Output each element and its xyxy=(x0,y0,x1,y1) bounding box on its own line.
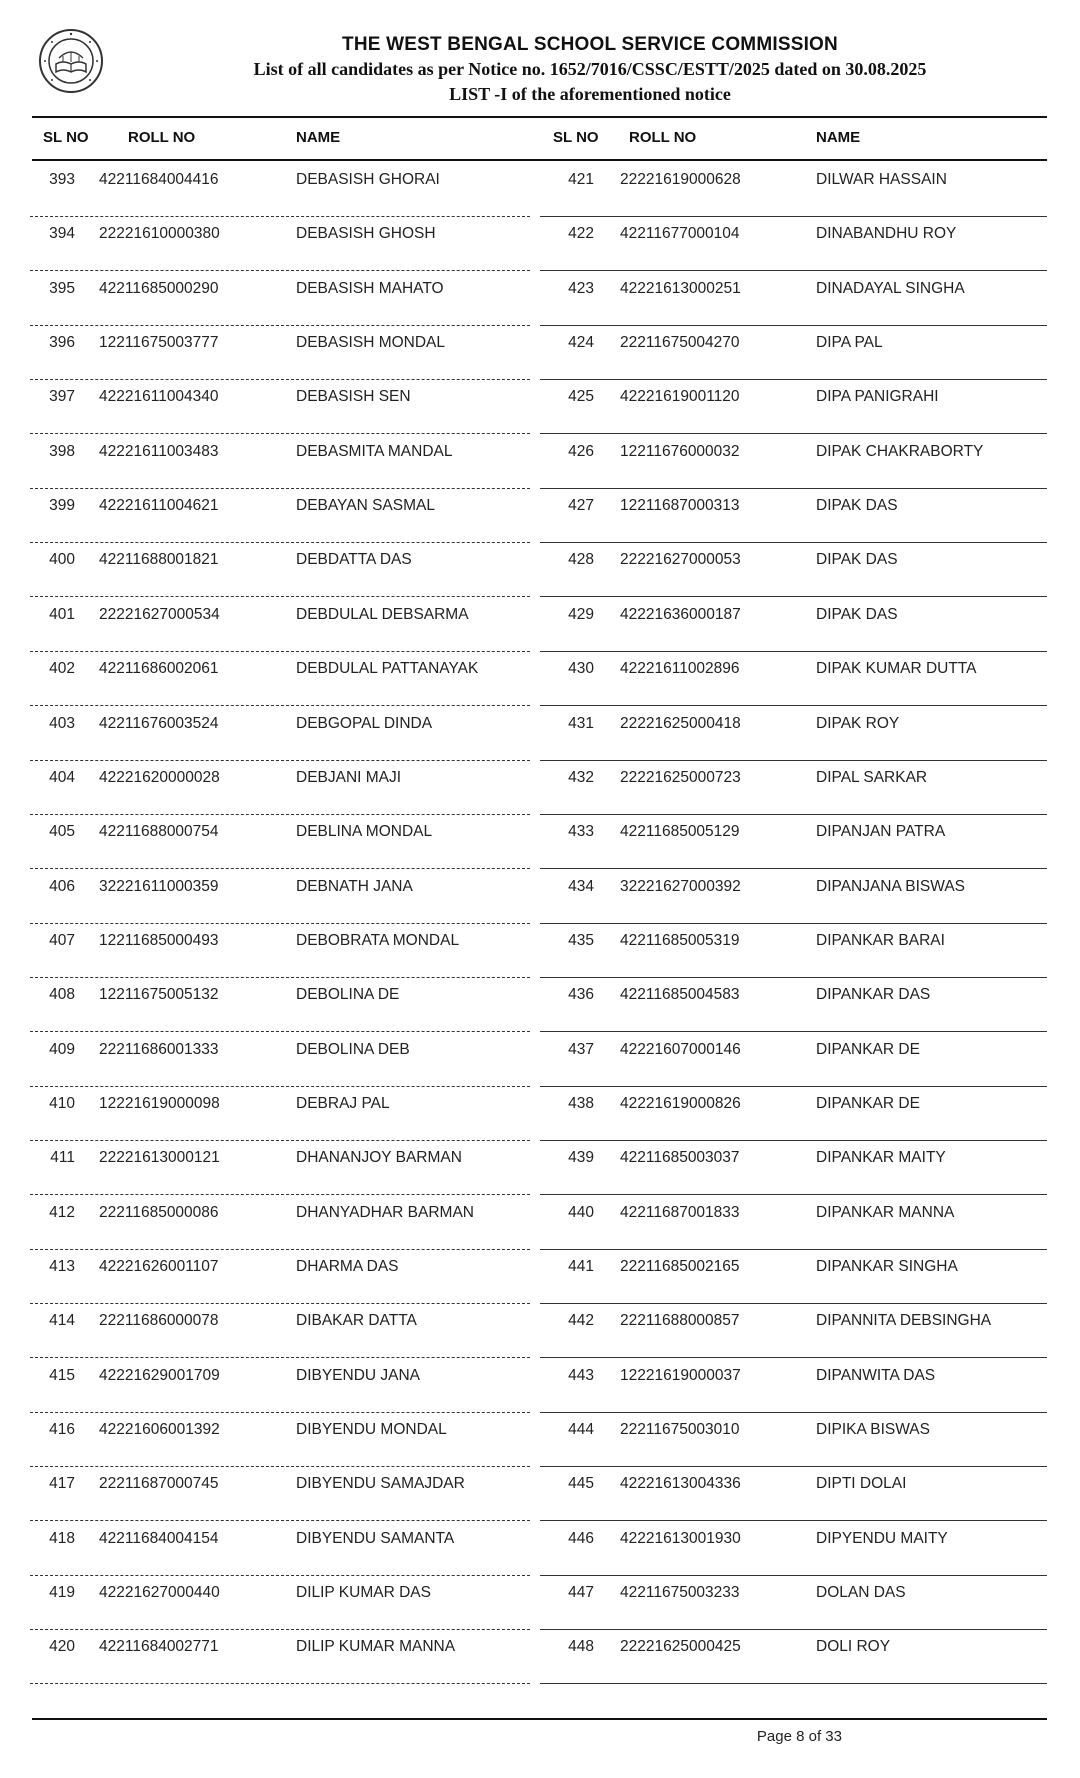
row-separator-right xyxy=(540,325,1047,326)
roll-no-left: 22211686000078 xyxy=(99,1312,219,1330)
row-separator-right xyxy=(540,1140,1047,1141)
candidate-name-right: DIPANKAR MANNA xyxy=(816,1203,955,1221)
table-row xyxy=(0,497,1080,551)
candidate-name-right: DIPAL SARKAR xyxy=(816,768,928,786)
row-separator-left xyxy=(30,488,530,489)
roll-no-left: 22211685000086 xyxy=(99,1203,219,1221)
roll-no-right: 22221625000418 xyxy=(620,714,741,732)
candidate-name-right: DIPA PAL xyxy=(816,334,883,352)
table-row xyxy=(0,878,1080,932)
row-separator-right xyxy=(540,814,1047,815)
roll-no-left: 42221629001709 xyxy=(99,1366,220,1384)
roll-no-right: 12221619000037 xyxy=(620,1366,741,1384)
row-separator-right xyxy=(540,270,1047,271)
candidate-name-left: DEBOBRATA MONDAL xyxy=(296,931,460,949)
row-separator-right xyxy=(540,651,1047,652)
roll-no-left: 22221627000534 xyxy=(99,605,220,623)
candidate-name-left: DHANANJOY BARMAN xyxy=(296,1149,462,1167)
candidate-name-left: DHANYADHAR BARMAN xyxy=(296,1203,474,1221)
sl-no-left: 405 xyxy=(49,823,75,841)
sl-no-left: 415 xyxy=(49,1366,75,1384)
roll-no-left: 22211687000745 xyxy=(99,1475,219,1493)
row-separator-left xyxy=(30,1575,530,1576)
row-separator-left xyxy=(30,542,530,543)
sl-no-right: 432 xyxy=(568,768,594,786)
candidate-name-left: DIBYENDU JANA xyxy=(296,1366,421,1384)
row-separator-left xyxy=(30,1520,530,1521)
sl-no-left: 416 xyxy=(49,1421,75,1439)
roll-no-left: 42211684004154 xyxy=(99,1529,219,1547)
row-separator-left xyxy=(30,705,530,706)
notice-subtitle: List of all candidates as per Notice no. 1652/7016/CSSC/ESTT/2025 dated on 30.08.2025 xyxy=(253,59,927,79)
candidate-name-right: DIPAK DAS xyxy=(816,551,898,569)
roll-no-left: 42211684002771 xyxy=(99,1638,219,1656)
table-row xyxy=(0,660,1080,714)
row-separator-left xyxy=(30,651,530,652)
sl-no-right: 430 xyxy=(568,660,594,678)
row-separator-right xyxy=(540,760,1047,761)
sl-no-right: 439 xyxy=(568,1149,594,1167)
table-row xyxy=(0,1204,1080,1258)
candidate-name-left: DEBLINA MONDAL xyxy=(296,823,433,841)
candidate-name-left: DEBDATTA DAS xyxy=(296,551,412,569)
candidate-name-left: DIBYENDU MONDAL xyxy=(296,1421,447,1439)
row-separator-right xyxy=(540,1031,1047,1032)
candidate-name-left: DEBASISH GHORAI xyxy=(296,171,440,188)
row-separator-left xyxy=(30,379,530,380)
candidate-name-right: DILWAR HASSAIN xyxy=(816,171,947,188)
candidate-name-right: DIPAK KUMAR DUTTA xyxy=(816,660,977,678)
sl-no-left: 402 xyxy=(49,660,75,678)
sl-no-right: 433 xyxy=(568,823,594,841)
row-separator-left xyxy=(30,1031,530,1032)
table-row xyxy=(0,334,1080,388)
sl-no-right: 446 xyxy=(568,1529,594,1547)
col-header-roll-right: ROLL NO xyxy=(629,129,697,146)
roll-no-left: 42211686002061 xyxy=(99,660,219,678)
table-row xyxy=(0,823,1080,877)
candidate-name-right: DIPANKAR SINGHA xyxy=(816,1258,958,1275)
table-row xyxy=(0,443,1080,497)
sl-no-left: 393 xyxy=(49,171,75,188)
row-separator-right xyxy=(540,1520,1047,1521)
sl-no-right: 440 xyxy=(568,1203,594,1221)
sl-no-right: 425 xyxy=(568,388,594,406)
row-separator-right xyxy=(540,1575,1047,1576)
roll-no-left: 42221611004621 xyxy=(99,497,219,515)
candidate-name-left: DIBAKAR DATTA xyxy=(296,1312,417,1330)
row-separator-left xyxy=(30,596,530,597)
sl-no-left: 395 xyxy=(49,279,75,297)
table-row xyxy=(0,1530,1080,1584)
candidate-name-left: DEBASISH SEN xyxy=(296,388,411,406)
roll-no-left: 42211688000754 xyxy=(99,823,219,841)
candidate-name-right: DIPANJAN PATRA xyxy=(816,823,946,841)
row-separator-left xyxy=(30,977,530,978)
roll-no-right: 42221636000187 xyxy=(620,605,741,623)
candidate-name-left: DIBYENDU SAMANTA xyxy=(296,1529,455,1547)
candidate-name-right: DIPAK CHAKRABORTY xyxy=(816,442,984,460)
row-separator-right xyxy=(540,1086,1047,1087)
row-separator-left xyxy=(30,1466,530,1467)
sl-no-left: 420 xyxy=(49,1638,75,1656)
roll-no-right: 22211675004270 xyxy=(620,334,740,352)
row-separator-left xyxy=(30,1194,530,1195)
row-separator-left xyxy=(30,1357,530,1358)
candidate-name-right: DIPANKAR DE xyxy=(816,1040,920,1058)
roll-no-right: 42211675003233 xyxy=(620,1584,740,1602)
row-separator-right xyxy=(540,216,1047,217)
sl-no-left: 412 xyxy=(49,1203,75,1221)
table-row xyxy=(0,551,1080,605)
roll-no-left: 22221610000380 xyxy=(99,225,220,243)
table-row xyxy=(0,1149,1080,1203)
row-separator-left xyxy=(30,923,530,924)
roll-no-left: 42221626001107 xyxy=(99,1258,219,1275)
roll-no-left: 42211684004416 xyxy=(99,171,219,188)
roll-no-left: 42221620000028 xyxy=(99,768,220,786)
roll-no-right: 42211685005319 xyxy=(620,931,740,949)
candidate-name-left: DEBASMITA MANDAL xyxy=(296,442,453,460)
row-separator-left xyxy=(30,868,530,869)
candidate-name-left: DEBASISH MONDAL xyxy=(296,334,446,352)
sl-no-left: 403 xyxy=(49,714,75,732)
roll-no-right: 12211676000032 xyxy=(620,442,740,460)
col-header-sl-left: SL NO xyxy=(43,129,89,146)
table-row xyxy=(0,1095,1080,1149)
candidate-name-left: DILIP KUMAR MANNA xyxy=(296,1638,456,1656)
table-row xyxy=(0,1638,1080,1692)
col-header-name-left: NAME xyxy=(296,129,341,146)
row-separator-right xyxy=(540,1194,1047,1195)
row-separator-right xyxy=(540,868,1047,869)
row-separator-left xyxy=(30,1629,530,1630)
sl-no-right: 436 xyxy=(568,986,594,1004)
candidate-name-left: DHARMA DAS xyxy=(296,1258,399,1275)
table-row xyxy=(0,1258,1080,1312)
candidate-name-right: DIPANKAR DE xyxy=(816,1094,920,1112)
sl-no-left: 413 xyxy=(49,1258,75,1275)
table-row xyxy=(0,225,1080,279)
roll-no-left: 42221627000440 xyxy=(99,1584,220,1602)
row-separator-left xyxy=(30,1303,530,1304)
roll-no-left: 42221611004340 xyxy=(99,388,219,406)
table-row xyxy=(0,769,1080,823)
row-separator-right xyxy=(540,1249,1047,1250)
candidate-name-right: DOLI ROY xyxy=(816,1638,891,1656)
sl-no-left: 419 xyxy=(49,1584,75,1602)
roll-no-right: 22211688000857 xyxy=(620,1312,740,1330)
roll-no-left: 12211685000493 xyxy=(99,931,219,949)
row-separator-left xyxy=(30,1683,530,1684)
roll-no-right: 12211687000313 xyxy=(620,497,740,515)
sl-no-right: 427 xyxy=(568,497,594,515)
candidate-name-right: DIPANNITA DEBSINGHA xyxy=(816,1312,992,1330)
row-separator-left xyxy=(30,814,530,815)
sl-no-right: 428 xyxy=(568,551,594,569)
sl-no-left: 410 xyxy=(49,1094,75,1112)
candidate-name-left: DEBJANI MAJI xyxy=(296,768,402,786)
candidate-name-left: DEBNATH JANA xyxy=(296,877,413,895)
roll-no-right: 22221625000723 xyxy=(620,768,741,786)
table-row xyxy=(0,1475,1080,1529)
list-subtitle: LIST -I of the aforementioned notice xyxy=(449,84,731,104)
roll-no-right: 42211687001833 xyxy=(620,1203,740,1221)
sl-no-left: 394 xyxy=(49,225,75,243)
table-row xyxy=(0,1421,1080,1475)
row-separator-right xyxy=(540,1357,1047,1358)
candidate-name-left: DEBASISH GHOSH xyxy=(296,225,436,243)
sl-no-right: 423 xyxy=(568,279,594,297)
sl-no-left: 404 xyxy=(49,768,75,786)
roll-no-left: 42211676003524 xyxy=(99,714,219,732)
roll-no-left: 32221611000359 xyxy=(99,877,219,895)
sl-no-right: 437 xyxy=(568,1040,594,1058)
sl-no-left: 397 xyxy=(49,388,75,406)
roll-no-right: 32221627000392 xyxy=(620,877,741,895)
candidate-name-right: DINADAYAL SINGHA xyxy=(816,279,965,297)
roll-no-right: 42211685004583 xyxy=(620,986,740,1004)
table-row xyxy=(0,388,1080,442)
row-separator-right xyxy=(540,379,1047,380)
row-separator-right xyxy=(540,977,1047,978)
table-row xyxy=(0,1584,1080,1638)
col-header-sl-right: SL NO xyxy=(553,129,599,146)
roll-no-left: 42211688001821 xyxy=(99,551,219,569)
table-row xyxy=(0,280,1080,334)
sl-no-right: 424 xyxy=(568,334,594,352)
row-separator-left xyxy=(30,1249,530,1250)
sl-no-right: 447 xyxy=(568,1584,594,1602)
roll-no-left: 22221613000121 xyxy=(99,1149,220,1167)
roll-no-right: 42221613001930 xyxy=(620,1529,741,1547)
table-row xyxy=(0,171,1080,225)
row-separator-left xyxy=(30,270,530,271)
sl-no-right: 443 xyxy=(568,1366,594,1384)
candidate-name-right: DIPTI DOLAI xyxy=(816,1475,907,1493)
roll-no-left: 42211685000290 xyxy=(99,279,219,297)
candidate-name-right: DIPANKAR MAITY xyxy=(816,1149,946,1167)
candidate-name-left: DIBYENDU SAMAJDAR xyxy=(296,1475,465,1493)
roll-no-right: 42211685005129 xyxy=(620,823,740,841)
candidate-name-right: DIPANKAR DAS xyxy=(816,986,931,1004)
roll-no-right: 42221613004336 xyxy=(620,1475,741,1493)
candidate-name-right: DIPANJANA BISWAS xyxy=(816,877,966,895)
candidate-name-left: DILIP KUMAR DAS xyxy=(296,1584,431,1602)
row-separator-left xyxy=(30,760,530,761)
sl-no-left: 408 xyxy=(49,986,75,1004)
row-separator-left xyxy=(30,1412,530,1413)
sl-no-left: 417 xyxy=(49,1475,75,1493)
sl-no-right: 422 xyxy=(568,225,594,243)
sl-no-right: 434 xyxy=(568,877,594,895)
roll-no-left: 12211675005132 xyxy=(99,986,219,1004)
row-separator-left xyxy=(30,216,530,217)
candidate-name-right: DOLAN DAS xyxy=(816,1584,906,1602)
candidate-name-left: DEBOLINA DE xyxy=(296,986,400,1004)
sl-no-right: 445 xyxy=(568,1475,594,1493)
row-separator-left xyxy=(30,325,530,326)
roll-no-right: 22221627000053 xyxy=(620,551,741,569)
row-separator-right xyxy=(540,1466,1047,1467)
roll-no-right: 42211677000104 xyxy=(620,225,740,243)
roll-no-left: 12211675003777 xyxy=(99,334,219,352)
roll-no-right: 42221611002896 xyxy=(620,660,740,678)
candidate-name-right: DIPA PANIGRAHI xyxy=(816,388,939,406)
candidate-name-left: DEBAYAN SASMAL xyxy=(296,497,435,515)
candidate-name-left: DEBGOPAL DINDA xyxy=(296,714,433,732)
table-row xyxy=(0,1041,1080,1095)
row-separator-right xyxy=(540,1683,1047,1684)
row-separator-left xyxy=(30,1086,530,1087)
row-separator-left xyxy=(30,1140,530,1141)
sl-no-left: 418 xyxy=(49,1529,75,1547)
roll-no-right: 42221619001120 xyxy=(620,388,740,406)
row-separator-right xyxy=(540,488,1047,489)
roll-no-right: 42221607000146 xyxy=(620,1040,741,1058)
row-separator-right xyxy=(540,1412,1047,1413)
sl-no-left: 409 xyxy=(49,1040,75,1058)
sl-no-right: 435 xyxy=(568,931,594,949)
sl-no-left: 396 xyxy=(49,334,75,352)
table-row xyxy=(0,715,1080,769)
table-row xyxy=(0,1367,1080,1421)
table-row xyxy=(0,1312,1080,1366)
roll-no-right: 22221625000425 xyxy=(620,1638,741,1656)
row-separator-right xyxy=(540,1629,1047,1630)
roll-no-right: 42221619000826 xyxy=(620,1094,741,1112)
candidate-name-right: DIPYENDU MAITY xyxy=(816,1529,948,1547)
row-separator-left xyxy=(30,433,530,434)
candidate-name-right: DIPAK DAS xyxy=(816,497,898,515)
candidate-name-right: DINABANDHU ROY xyxy=(816,225,957,243)
sl-no-right: 431 xyxy=(568,714,594,732)
sl-no-right: 426 xyxy=(568,442,594,460)
table-row xyxy=(0,932,1080,986)
page-number: Page 8 of 33 xyxy=(756,1728,842,1745)
sl-no-right: 438 xyxy=(568,1094,594,1112)
table-row xyxy=(0,986,1080,1040)
row-separator-right xyxy=(540,705,1047,706)
sl-no-left: 401 xyxy=(49,605,75,623)
row-separator-right xyxy=(540,923,1047,924)
sl-no-right: 444 xyxy=(568,1421,594,1439)
candidate-name-left: DEBDULAL PATTANAYAK xyxy=(296,660,479,678)
sl-no-right: 441 xyxy=(568,1258,594,1275)
roll-no-right: 42221613000251 xyxy=(620,279,741,297)
sl-no-left: 414 xyxy=(49,1312,75,1330)
candidate-name-right: DIPIKA BISWAS xyxy=(816,1421,930,1439)
sl-no-right: 421 xyxy=(568,171,594,188)
candidate-name-left: DEBOLINA DEB xyxy=(296,1040,410,1058)
sl-no-right: 429 xyxy=(568,605,594,623)
sl-no-left: 398 xyxy=(49,442,75,460)
candidate-name-right: DIPAK DAS xyxy=(816,605,898,623)
row-separator-right xyxy=(540,542,1047,543)
roll-no-left: 42221611003483 xyxy=(99,442,219,460)
sl-no-left: 406 xyxy=(49,877,75,895)
candidate-name-left: DEBDULAL DEBSARMA xyxy=(296,605,469,623)
sl-no-left: 400 xyxy=(49,551,75,569)
sl-no-left: 411 xyxy=(50,1149,75,1167)
sl-no-left: 399 xyxy=(49,497,75,515)
roll-no-right: 22221619000628 xyxy=(620,171,741,188)
roll-no-right: 42211685003037 xyxy=(620,1149,740,1167)
sl-no-left: 407 xyxy=(49,931,75,949)
candidate-name-left: DEBRAJ PAL xyxy=(296,1094,390,1112)
table-row xyxy=(0,606,1080,660)
sl-no-right: 442 xyxy=(568,1312,594,1330)
roll-no-right: 22211685002165 xyxy=(620,1258,740,1275)
roll-no-left: 12221619000098 xyxy=(99,1094,220,1112)
row-separator-right xyxy=(540,596,1047,597)
sl-no-right: 448 xyxy=(568,1638,594,1656)
roll-no-left: 22211686001333 xyxy=(99,1040,219,1058)
row-separator-right xyxy=(540,1303,1047,1304)
roll-no-left: 42221606001392 xyxy=(99,1421,220,1439)
candidate-name-right: DIPANKAR BARAI xyxy=(816,931,945,949)
document-title: THE WEST BENGAL SCHOOL SERVICE COMMISSION xyxy=(342,34,838,55)
candidate-name-right: DIPANWITA DAS xyxy=(816,1366,936,1384)
candidate-name-right: DIPAK ROY xyxy=(816,714,900,732)
col-header-name-right: NAME xyxy=(816,129,861,146)
row-separator-right xyxy=(540,433,1047,434)
candidate-name-left: DEBASISH MAHATO xyxy=(296,279,444,297)
col-header-roll-left: ROLL NO xyxy=(128,129,196,146)
footer-rule xyxy=(32,1718,1047,1720)
roll-no-right: 22211675003010 xyxy=(620,1421,740,1439)
